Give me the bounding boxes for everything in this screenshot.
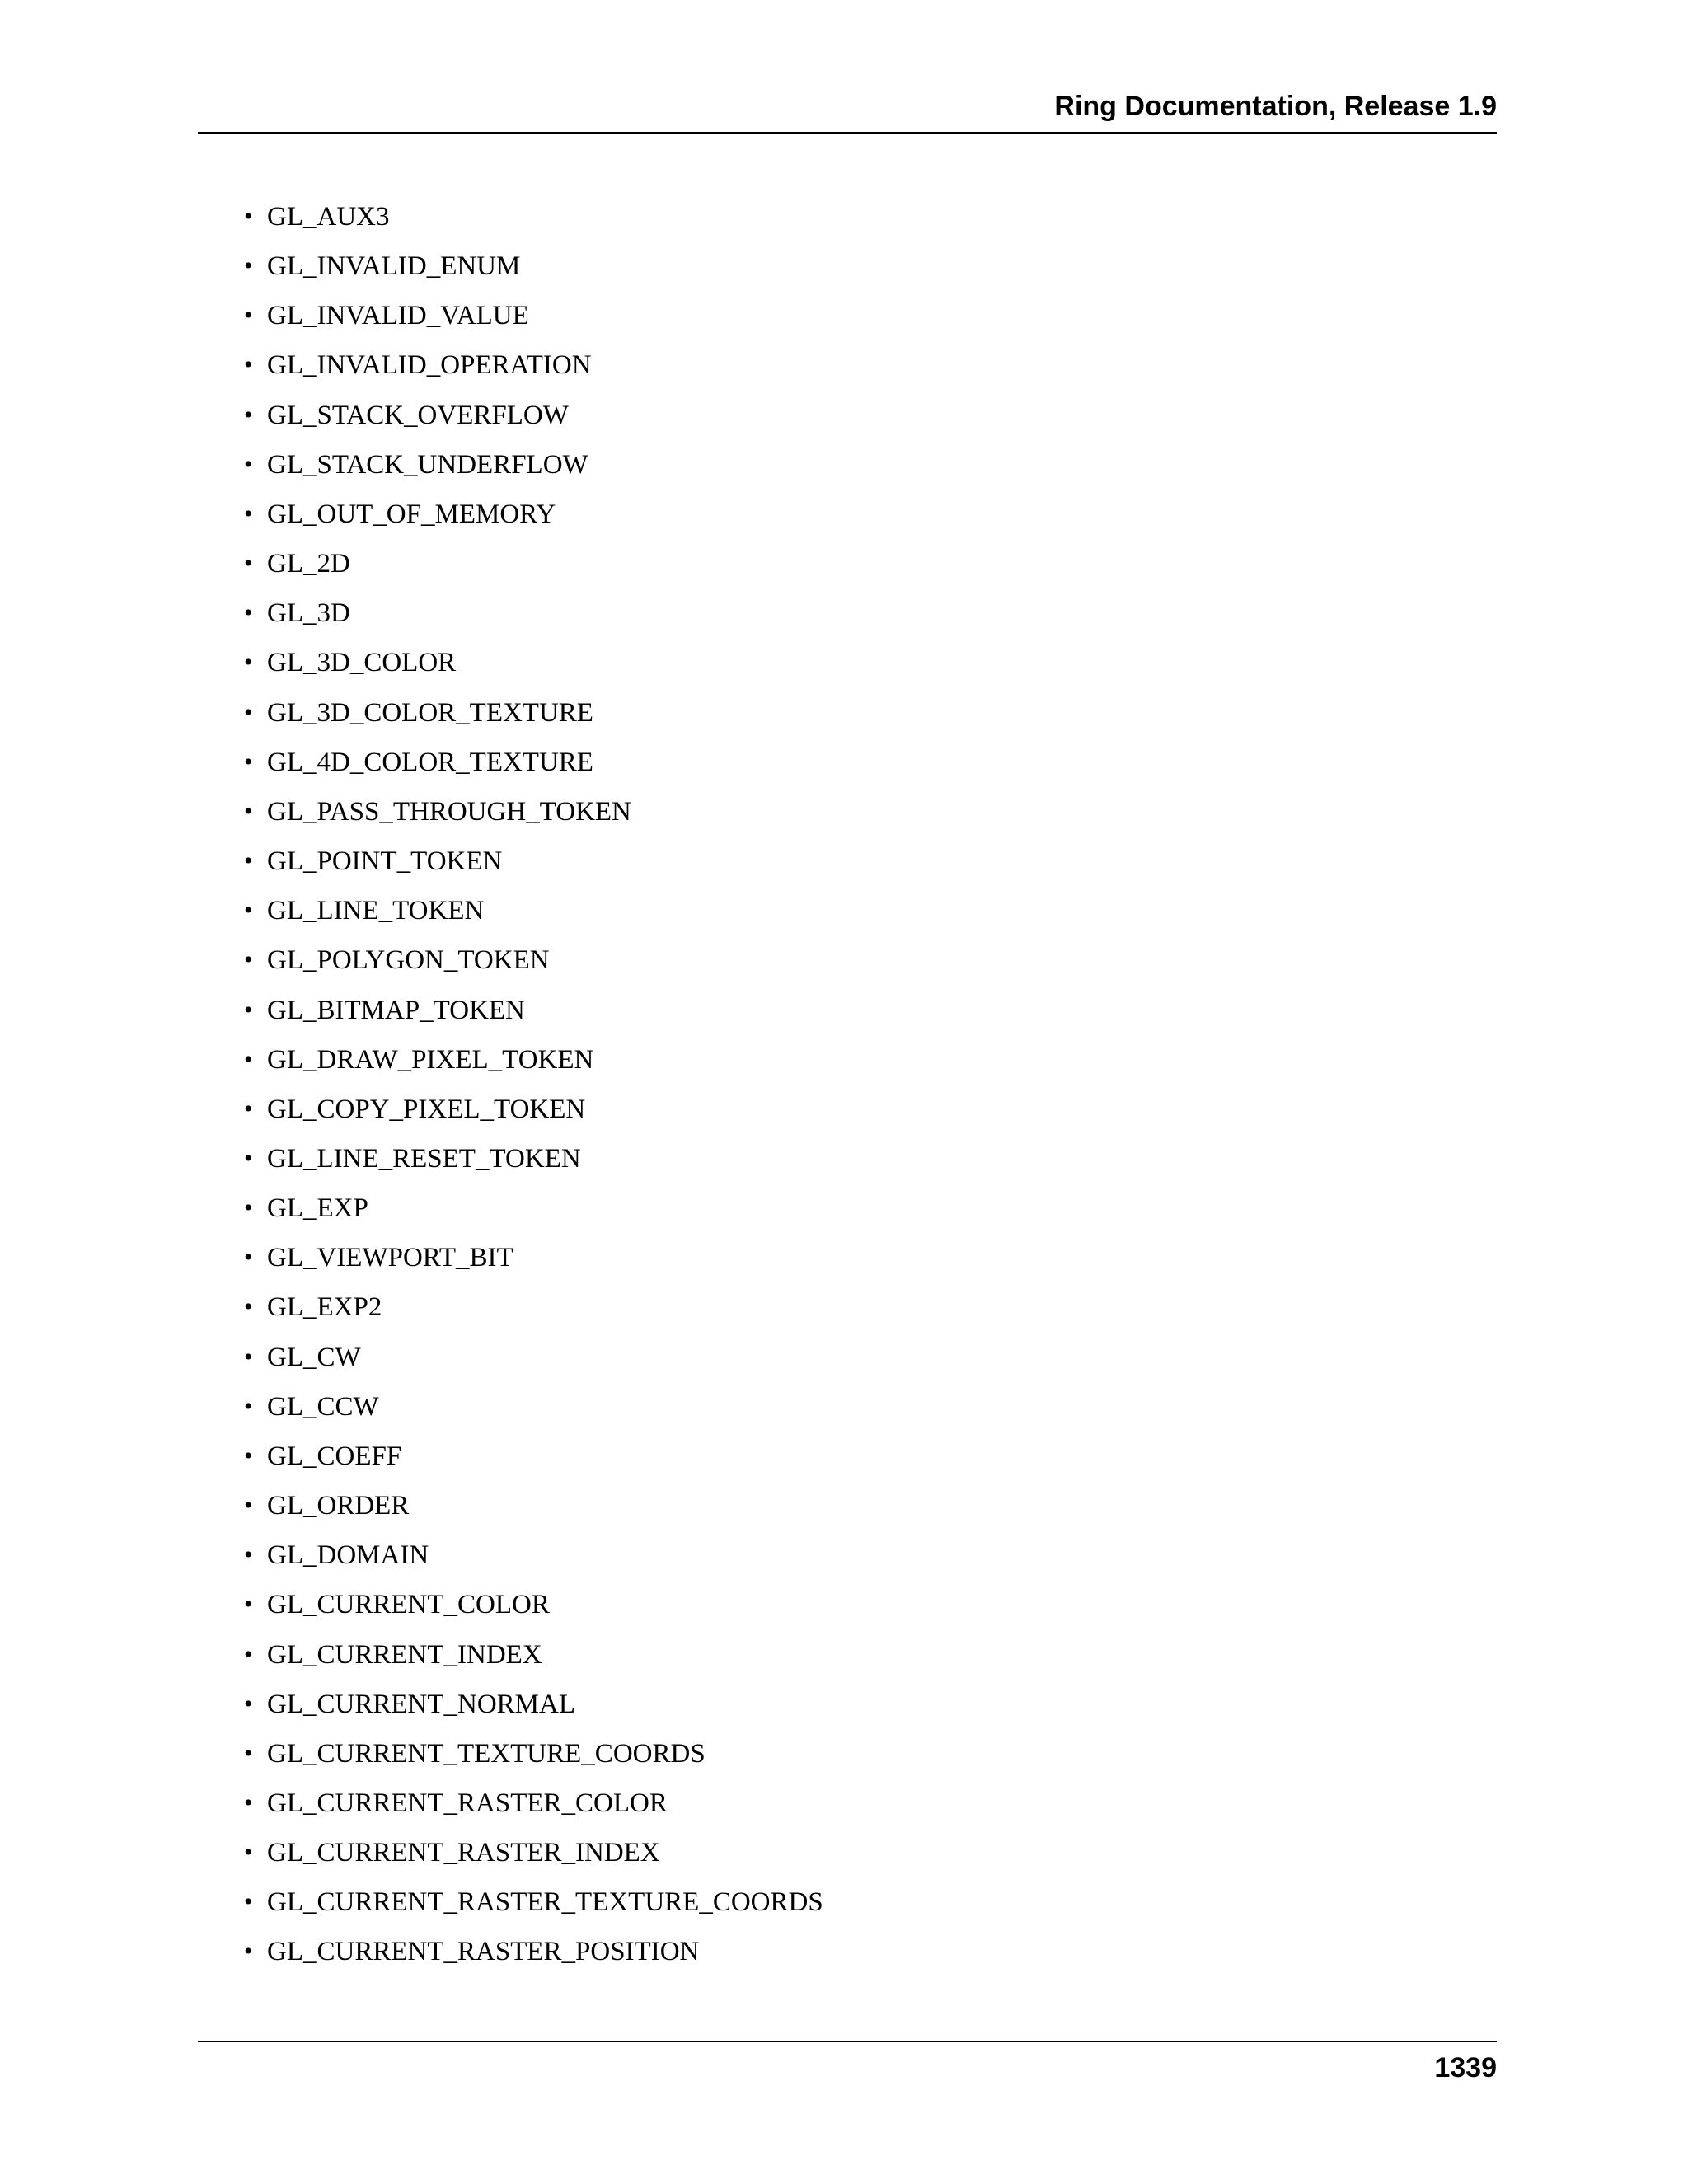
bullet-icon: • [244,499,253,527]
list-item [244,1043,1480,1093]
list-item [244,1886,1480,1935]
constant-name: GL_CURRENT_TEXTURE_COORDS [267,1738,706,1769]
bullet-icon: • [244,897,253,925]
bullet-icon: • [244,252,253,280]
constant-name: GL_AUX3 [267,202,390,232]
list-item [244,1737,1480,1787]
bullet-icon: • [244,1591,253,1619]
constant-name: GL_CURRENT_RASTER_TEXTURE_COORDS [267,1887,823,1918]
page-number: 1339 [1434,2052,1497,2083]
constant-name: GL_POINT_TOKEN [267,846,503,877]
constant-name: GL_3D_COLOR [267,648,457,678]
bullet-icon: • [244,748,253,776]
constant-name: GL_CURRENT_INDEX [267,1639,542,1670]
list-item [244,944,1480,993]
list-item [244,1489,1480,1539]
bullet-icon: • [244,1690,253,1718]
list-item [244,1588,1480,1638]
constant-name: GL_LINE_TOKEN [267,896,485,926]
page-header [198,89,1497,134]
constant-name: GL_COEFF [267,1441,402,1471]
constant-name: GL_3D [267,598,350,629]
constant-name: GL_CURRENT_RASTER_COLOR [267,1788,668,1818]
constant-name: GL_CW [267,1342,361,1372]
list-item [244,696,1480,746]
constant-name: GL_ORDER [267,1491,410,1521]
list-item [244,1241,1480,1291]
constant-name: GL_3D_COLOR_TEXTURE [267,697,593,728]
constant-name: GL_4D_COLOR_TEXTURE [267,747,593,777]
list-item [244,1093,1480,1142]
list-item [244,448,1480,498]
document-title: Ring Documentation, Release 1.9 [1054,91,1497,122]
list-item [244,1440,1480,1489]
bullet-icon: • [244,1541,253,1569]
list-item [244,1390,1480,1440]
bullet-icon: • [244,847,253,875]
list-item [244,1539,1480,1588]
constant-name: GL_BITMAP_TOKEN [267,995,525,1025]
bullet-icon: • [244,450,253,478]
list-item [244,1341,1480,1390]
constant-name: GL_OUT_OF_MEMORY [267,499,556,529]
bullet-icon: • [244,1640,253,1668]
bullet-icon: • [244,1938,253,1966]
bullet-icon: • [244,1739,253,1767]
constant-name: GL_CURRENT_RASTER_INDEX [267,1838,660,1868]
bullet-icon: • [244,203,253,230]
page-footer [198,2041,1497,2092]
constant-name: GL_INVALID_VALUE [267,301,529,331]
list-item [244,299,1480,349]
bullet-icon: • [244,1789,253,1816]
list-item [244,646,1480,696]
list-item [244,795,1480,845]
bullet-icon: • [244,1194,253,1222]
bullet-icon: • [244,996,253,1024]
bullet-icon: • [244,599,253,627]
list-item [244,547,1480,597]
bullet-icon: • [244,1492,253,1520]
list-item [244,845,1480,894]
list-item [244,597,1480,646]
bullet-icon: • [244,302,253,330]
list-item [244,250,1480,299]
bullet-icon: • [244,1144,253,1172]
constant-name: GL_INVALID_ENUM [267,251,521,282]
list-item [244,746,1480,795]
bullet-icon: • [244,1094,253,1122]
list-item [244,894,1480,944]
constant-name: GL_INVALID_OPERATION [267,350,592,381]
constant-name: GL_PASS_THROUGH_TOKEN [267,796,631,827]
bullet-icon: • [244,1244,253,1272]
constant-name: GL_CURRENT_RASTER_POSITION [267,1937,700,1967]
constant-name: GL_DOMAIN [267,1540,429,1571]
list-item [244,1787,1480,1836]
bullet-icon: • [244,550,253,578]
constant-name: GL_CURRENT_COLOR [267,1590,550,1620]
constant-list [244,200,1480,1985]
constant-name: GL_CURRENT_NORMAL [267,1689,576,1719]
constant-name: GL_EXP2 [267,1292,382,1323]
bullet-icon: • [244,1441,253,1469]
bullet-icon: • [244,1888,253,1916]
list-item [244,1638,1480,1688]
bullet-icon: • [244,1045,253,1073]
list-item [244,994,1480,1043]
list-item [244,1192,1480,1241]
list-item [244,1142,1480,1192]
constant-name: GL_VIEWPORT_BIT [267,1243,513,1273]
constant-name: GL_DRAW_PIXEL_TOKEN [267,1044,594,1075]
bullet-icon: • [244,351,253,379]
bullet-icon: • [244,797,253,825]
list-item [244,349,1480,398]
list-item [244,1688,1480,1737]
list-item [244,399,1480,448]
bullet-icon: • [244,1293,253,1321]
bullet-icon: • [244,1392,253,1420]
list-item [244,200,1480,250]
constant-name: GL_STACK_UNDERFLOW [267,449,588,480]
bullet-icon: • [244,649,253,677]
bullet-icon: • [244,1343,253,1371]
list-item [244,1836,1480,1886]
constant-name: GL_EXP [267,1193,368,1224]
constant-name: GL_STACK_OVERFLOW [267,400,569,430]
constant-name: GL_2D [267,549,350,579]
list-item [244,1291,1480,1340]
constant-name: GL_POLYGON_TOKEN [267,945,550,976]
list-item [244,498,1480,547]
constant-name: GL_CCW [267,1391,379,1422]
list-item [244,1935,1480,1985]
constant-name: GL_LINE_RESET_TOKEN [267,1143,581,1174]
bullet-icon: • [244,401,253,429]
bullet-icon: • [244,698,253,726]
constant-name: GL_COPY_PIXEL_TOKEN [267,1094,586,1124]
bullet-icon: • [244,946,253,974]
bullet-icon: • [244,1839,253,1867]
